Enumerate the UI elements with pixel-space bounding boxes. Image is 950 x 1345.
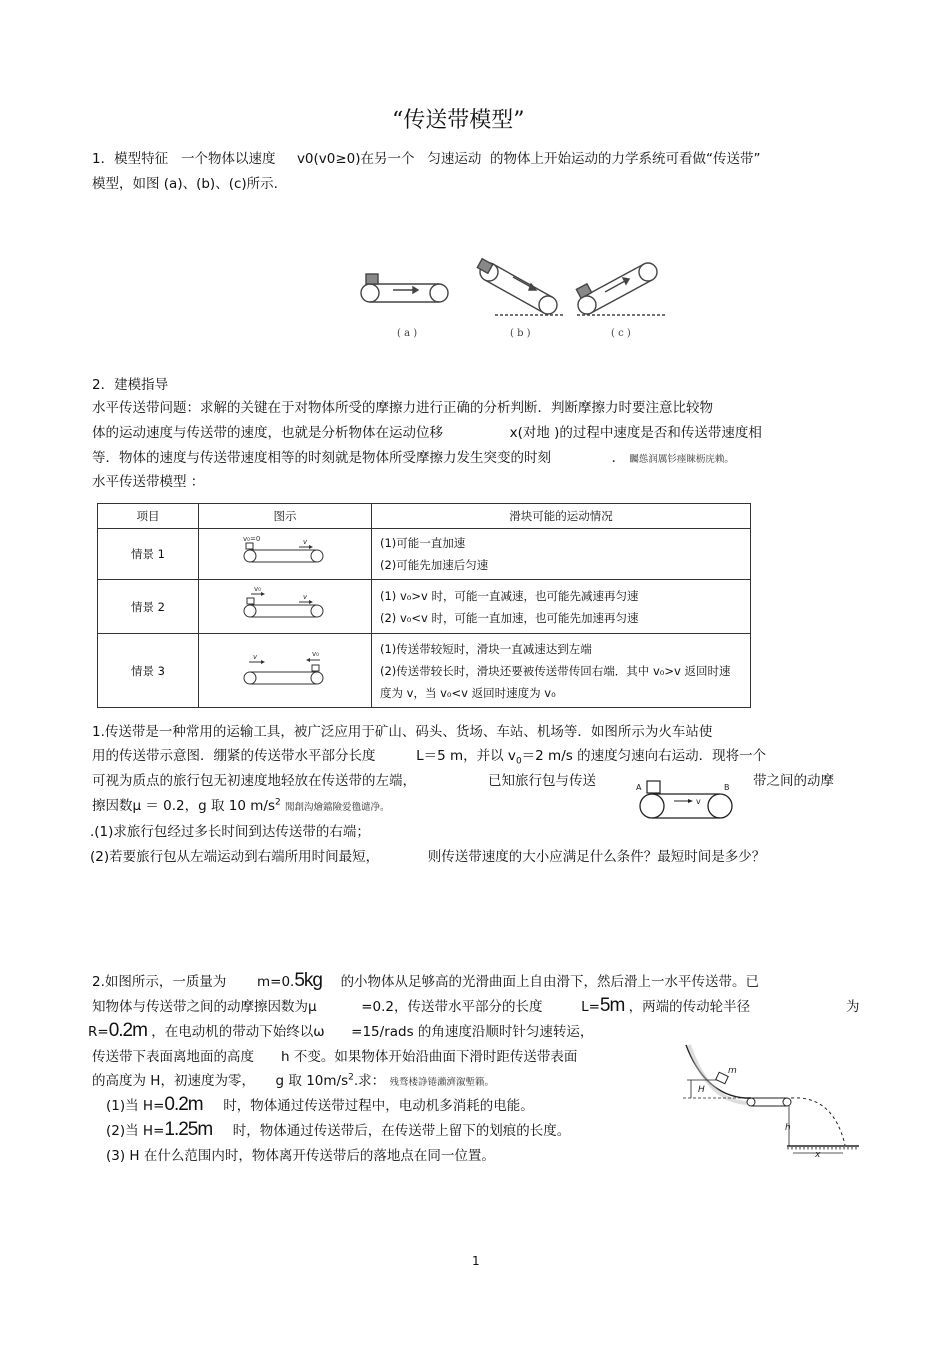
text: L= [581, 999, 600, 1015]
scene1-figure [199, 529, 371, 576]
fig-v: v [253, 653, 258, 661]
text: ． [611, 450, 626, 466]
fig-h: h [785, 1123, 791, 1133]
problem2-q3: (3) H 在什么范围内时，物体离开传送带后的落地点在同一位置。 [106, 1148, 495, 1164]
fig-v0: v₀=0 [243, 535, 261, 543]
text: 时，物体通过传送带后，在传送带上留下的划痕的长度。 [232, 1123, 571, 1139]
section2-p2 [92, 421, 762, 441]
problem1-q1: .(1)求旅行包经过多长时间到达传送带的右端； [90, 824, 370, 840]
scene-cell: 情景 1 [98, 529, 199, 580]
figure-b [477, 259, 565, 315]
section1-line2: 模型，如图 (a)、(b)、(c)所示. [92, 176, 278, 192]
fig-m: m [728, 1066, 737, 1076]
condition-line: (1)可能一直加速 [380, 536, 466, 550]
text: 则传送带速度的大小应满足什么条件？最短时间是多少？ [427, 849, 766, 865]
text: 的高度为 H，初速度为零， [92, 1073, 255, 1089]
text: ＝2 m/s 的速度匀速向右运动．现将一个 [521, 748, 767, 764]
noise-text: 残骛楼諍锩瀨濟溆塹籟。 [389, 1077, 494, 1088]
table-row [98, 634, 751, 708]
fig-label-b: ( b ) [510, 328, 531, 339]
text: g 取 10m/s [275, 1073, 349, 1089]
text: 可视为质点的旅行包无初速度地轻放在传送带的左端， [92, 773, 416, 789]
text: 知物体与传送带之间的动摩擦因数为μ [92, 999, 317, 1015]
condition-line: (2)可能先加速后匀速 [380, 558, 489, 572]
text: 等．物体的速度与传送带速度相等的时刻就是物体所受摩擦力发生突变的时刻 [92, 450, 551, 466]
text: R= [88, 1024, 109, 1040]
text: L＝5 m，并以 v [416, 748, 516, 764]
scene2-figure [199, 580, 371, 630]
condition-cell [372, 634, 751, 708]
text: (1)当 H= [106, 1098, 165, 1114]
text: ，两端的传动轮半径 [628, 999, 751, 1015]
radius-value: 0.2m [108, 1020, 147, 1041]
section2-p4: 水平传送带模型 ： [92, 474, 205, 490]
section2-p3 [92, 446, 734, 466]
luggage-conveyor-figure [630, 778, 740, 826]
text: =0.2，传送带水平部分的长度 [361, 999, 543, 1015]
problem1-line1: 1.传送带是一种常用的运输工具，被广泛应用于矿山、码头、货场、车站、机场等．如图所示为火车站使 [92, 724, 713, 740]
text: 用的传送带示意图．绷紧的传送带水平部分长度 [92, 748, 376, 764]
fig-H: H [698, 1085, 705, 1095]
problem1-line3b: 已知旅行包与传送 [488, 773, 596, 789]
text: 的小物体从足够高的光滑曲面上自由滑下，然后滑上一水平传送带。已 [340, 974, 760, 990]
scene-figure-cell [199, 634, 372, 708]
problem2-line1 [92, 970, 759, 992]
problem1-line4 [92, 794, 390, 814]
table-row [98, 529, 751, 580]
fig-v: v [303, 538, 308, 546]
problem2-line4: 传送带下表面离地面的高度 h 不变。如果物体开始沿曲面下滑时距传送带表面 [92, 1049, 578, 1065]
text: =15/rads 的角速度沿顺时针匀速转运， [351, 1024, 594, 1040]
text: 时，物体通过传送带过程中，电动机多消耗的电能。 [223, 1098, 534, 1114]
fig-v: v [303, 593, 308, 601]
fig-B: B [724, 783, 730, 792]
problem1-line3 [92, 769, 416, 789]
fig-x: x [815, 1150, 821, 1158]
problem2-line3 [88, 1020, 593, 1042]
scene3-figure [199, 634, 371, 704]
problem2-line2e: 为 [846, 999, 860, 1015]
page-number: 1 [472, 1254, 480, 1268]
text: m=0. [256, 974, 295, 990]
superscript: 2 [275, 797, 281, 808]
problem2-line5 [92, 1069, 494, 1089]
condition-line: (2)传送带较长时，滑块还要被传送带传回右端．其中 v₀>v 返回时速 [380, 663, 731, 678]
problem1-line2 [92, 744, 766, 767]
model-feature-label: 1．模型特征 [92, 151, 169, 167]
problem2-line2 [92, 995, 750, 1017]
text: 匀速运动 [427, 151, 482, 167]
page-title: “传送带模型” [392, 108, 525, 133]
table-header: 项目 [98, 504, 199, 529]
scene-figure-cell [199, 580, 372, 634]
curve-conveyor-figure [683, 1040, 863, 1158]
text: ，在电动机的带动下始终以ω [151, 1024, 325, 1040]
text: (2)若要旅行包从左端运动到右端所用时间最短， [90, 849, 380, 865]
condition-line: (1)传送带较短时，滑块一直减速达到左端 [380, 641, 592, 656]
height-value: 1.25m [164, 1119, 213, 1140]
condition-line: (1) v₀>v 时，可能一直减速，也可能先减速再匀速 [380, 588, 639, 603]
table-header: 图示 [199, 504, 372, 529]
text: x(对地 )的过程中速度是否和传送带速度相 [509, 425, 762, 441]
problem1-q2 [90, 845, 765, 865]
horizontal-conveyor-table [97, 503, 751, 708]
table-header-row [98, 504, 751, 529]
height-value: 0.2m [164, 1094, 203, 1115]
section1-line1 [92, 147, 761, 167]
fig-label-c: ( c ) [611, 328, 631, 339]
fig-v0: v₀ [254, 585, 261, 593]
condition-cell [372, 580, 751, 634]
figure-a [361, 274, 448, 302]
text: v0(v0≥0)在另一个 [296, 151, 415, 167]
problem2-q1 [106, 1094, 534, 1116]
table-header: 滑块可能的运动情况 [372, 504, 751, 529]
noise-text: 聞創沟燴鐺險爱氇谴净。 [285, 802, 390, 813]
table-row [98, 580, 751, 634]
fig-v: v [696, 797, 701, 806]
text: 体的运动速度与传送带的速度，也就是分析物体在运动位移 [92, 425, 443, 441]
section2-p1: 水平传送带问题：求解的关键在于对物体所受的摩擦力进行正确的分析判断．判断摩擦力时要注意比较物 [92, 400, 713, 416]
text: (2)当 H= [106, 1123, 165, 1139]
text: 擦因数μ ＝ 0.2，g 取 10 m/s [92, 798, 275, 814]
scene-cell: 情景 2 [98, 580, 199, 634]
problem1-line3c: 带之间的动摩 [753, 773, 834, 789]
noise-text: 矚慫润厲钐瘗睞枥庑赖。 [629, 454, 734, 465]
fig-v0: v₀ [312, 650, 319, 658]
superscript: 2 [348, 1072, 354, 1083]
text: 的物体上开始运动的力学系统可看做“传送带” [490, 151, 761, 167]
conveyor-figure-abc [355, 250, 670, 342]
figure-c [576, 263, 667, 315]
section2-heading: 2．建模指导 [92, 377, 169, 393]
scene-cell: 情景 3 [98, 634, 199, 708]
fig-label-a: ( a ) [397, 328, 418, 339]
text: 一个物体以速度 [180, 151, 276, 167]
problem2-q2 [106, 1119, 570, 1141]
condition-line: 度为 v，当 v₀<v 返回时速度为 v₀ [380, 685, 556, 700]
subscript: 0 [515, 756, 522, 767]
text: .求： [353, 1073, 386, 1089]
mass-value: 5kg [294, 970, 322, 991]
text: 2.如图所示，一质量为 [92, 974, 227, 990]
length-value: 5m [599, 995, 625, 1016]
condition-cell [372, 529, 751, 580]
fig-A: A [636, 783, 642, 792]
scene-figure-cell [199, 529, 372, 580]
condition-line: (2) v₀<v 时，可能一直加速，也可能先加速再匀速 [380, 610, 639, 625]
